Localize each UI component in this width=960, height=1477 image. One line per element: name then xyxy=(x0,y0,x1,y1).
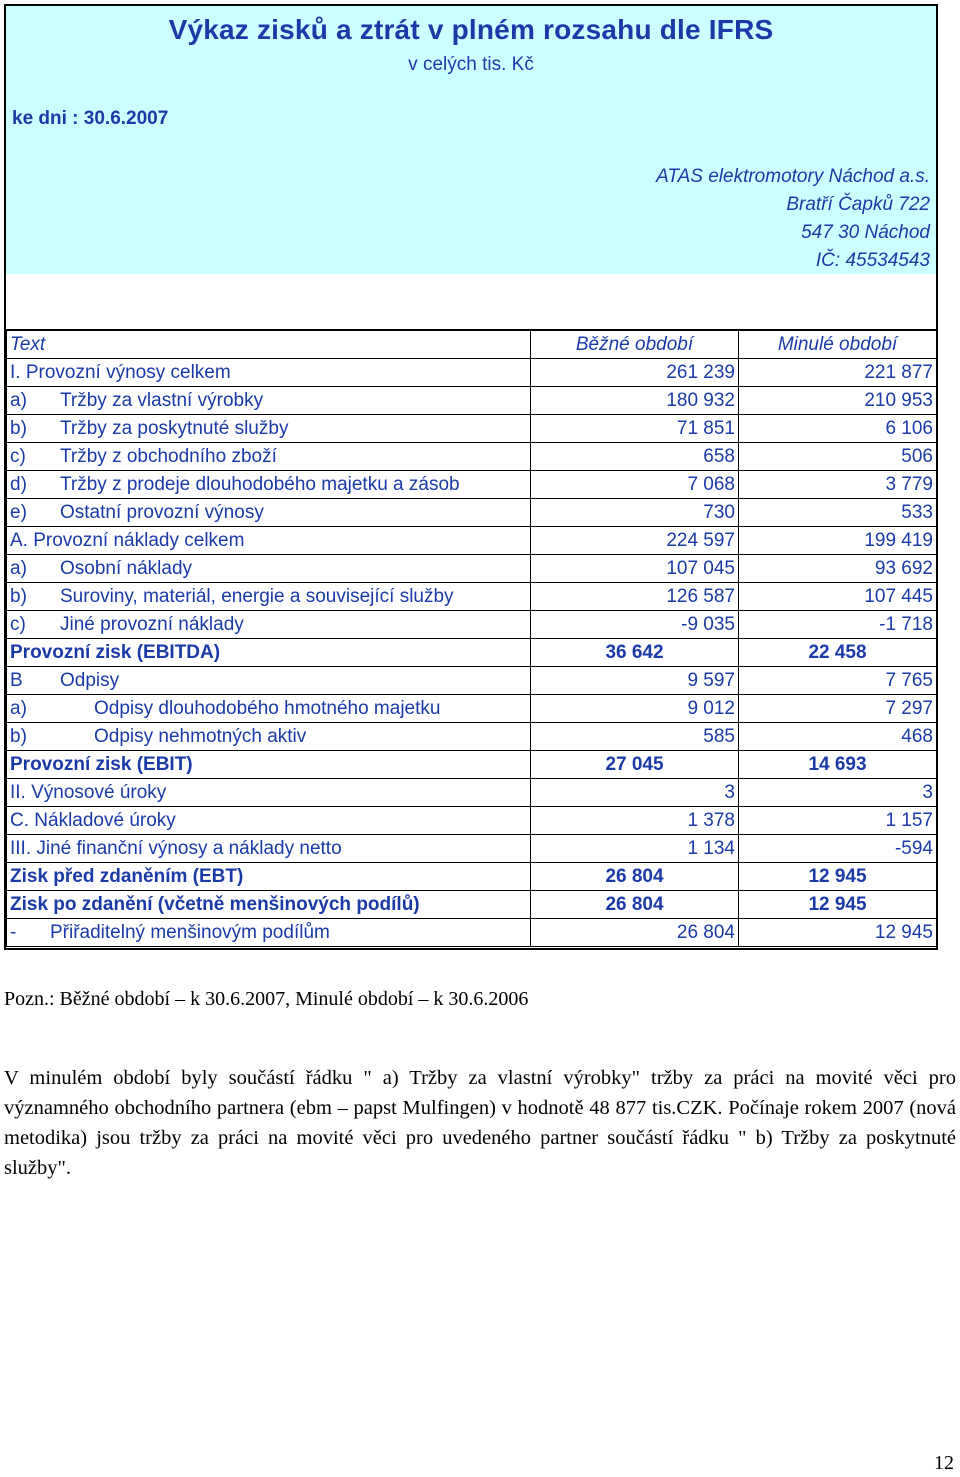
table-header-row xyxy=(7,330,937,359)
table-row xyxy=(7,471,937,499)
row-label: Osobní náklady xyxy=(60,557,193,579)
previous-period-value: -1 718 xyxy=(739,611,937,639)
page-number: 12 xyxy=(934,1452,954,1474)
report-units: v celých tis. Kč xyxy=(408,54,534,75)
current-period-value: 1 378 xyxy=(531,807,739,835)
row-label: Tržby z prodeje dlouhodobého majetku a zásob xyxy=(60,473,460,495)
current-period-value: 585 xyxy=(531,723,739,751)
row-label-cell xyxy=(7,583,531,611)
previous-period-value: 107 445 xyxy=(739,583,937,611)
row-label-cell xyxy=(7,639,531,667)
row-label-cell xyxy=(7,443,531,471)
previous-period-value: 1 157 xyxy=(739,807,937,835)
table-row xyxy=(7,807,937,835)
previous-period-value: 14 693 xyxy=(739,751,937,779)
row-letter: b) xyxy=(10,417,27,439)
current-period-value: -9 035 xyxy=(531,611,739,639)
footnote: Pozn.: Běžné období – k 30.6.2007, Minulé období – k 30.6.2006 xyxy=(4,988,529,1010)
previous-period-value: 93 692 xyxy=(739,555,937,583)
company-street: Bratří Čapků 722 xyxy=(786,194,930,215)
current-period-value: 107 045 xyxy=(531,555,739,583)
row-label-cell xyxy=(7,751,531,779)
row-label-cell xyxy=(7,667,531,695)
table-row xyxy=(7,639,937,667)
row-label-cell xyxy=(7,695,531,723)
row-label-cell xyxy=(7,863,531,891)
row-letter: c) xyxy=(10,613,26,635)
row-label-cell xyxy=(7,359,531,387)
current-period-value: 26 804 xyxy=(531,891,739,919)
current-period-value: 9 012 xyxy=(531,695,739,723)
previous-period-value: 3 xyxy=(739,779,937,807)
current-period-value: 261 239 xyxy=(531,359,739,387)
company-address xyxy=(656,163,930,275)
report-title: Výkaz zisků a ztrát v plném rozsahu dle IFRS xyxy=(168,14,774,45)
report-sheet xyxy=(4,4,938,950)
row-letter: - xyxy=(10,921,17,943)
table-body xyxy=(7,359,937,947)
table-row xyxy=(7,919,937,947)
row-label: II. Výnosové úroky xyxy=(10,781,167,803)
current-period-value: 1 134 xyxy=(531,835,739,863)
table-row xyxy=(7,863,937,891)
current-period-value: 36 642 xyxy=(531,639,739,667)
company-city: 547 30 Náchod xyxy=(801,222,930,243)
previous-period-value: -594 xyxy=(739,835,937,863)
table-row xyxy=(7,527,937,555)
previous-period-value: 533 xyxy=(739,499,937,527)
previous-period-value: 7 297 xyxy=(739,695,937,723)
row-label: Zisk před zdaněním (EBT) xyxy=(10,865,244,887)
row-letter: e) xyxy=(10,501,27,523)
row-letter: a) xyxy=(10,557,27,579)
row-letter: B xyxy=(10,669,23,691)
previous-period-value: 12 945 xyxy=(739,863,937,891)
table-row xyxy=(7,611,937,639)
report-header xyxy=(6,6,936,274)
row-label-cell xyxy=(7,611,531,639)
previous-period-value: 199 419 xyxy=(739,527,937,555)
row-label-cell xyxy=(7,471,531,499)
row-letter: a) xyxy=(10,389,27,411)
row-label: III. Jiné finanční výnosy a náklady netto xyxy=(10,837,342,859)
row-label: C. Nákladové úroky xyxy=(10,809,176,831)
row-label: Přiřaditelný menšinovým podílům xyxy=(50,921,330,943)
row-label-cell xyxy=(7,919,531,947)
table-row xyxy=(7,835,937,863)
row-letter: b) xyxy=(10,725,27,747)
row-label: Zisk po zdanění (včetně menšinových podílů) xyxy=(10,893,420,915)
row-label: Provozní zisk (EBITDA) xyxy=(10,641,221,663)
previous-period-value: 7 765 xyxy=(739,667,937,695)
row-label-cell xyxy=(7,499,531,527)
current-period-value: 730 xyxy=(531,499,739,527)
row-letter: b) xyxy=(10,585,27,607)
previous-period-value: 12 945 xyxy=(739,919,937,947)
previous-period-value: 210 953 xyxy=(739,387,937,415)
current-period-value: 180 932 xyxy=(531,387,739,415)
column-header-text: Text xyxy=(7,330,531,359)
row-label-cell xyxy=(7,527,531,555)
table-row xyxy=(7,415,937,443)
row-label-cell xyxy=(7,555,531,583)
previous-period-value: 221 877 xyxy=(739,359,937,387)
previous-period-value: 468 xyxy=(739,723,937,751)
table-row xyxy=(7,723,937,751)
current-period-value: 224 597 xyxy=(531,527,739,555)
income-statement-table xyxy=(6,329,937,947)
table-row xyxy=(7,583,937,611)
row-letter: d) xyxy=(10,473,27,495)
row-label: Odpisy xyxy=(60,669,120,691)
current-period-value: 7 068 xyxy=(531,471,739,499)
current-period-value: 26 804 xyxy=(531,863,739,891)
row-label-cell xyxy=(7,807,531,835)
row-label: Tržby za poskytnuté služby xyxy=(60,417,289,439)
table-row xyxy=(7,695,937,723)
current-period-value: 3 xyxy=(531,779,739,807)
table-row xyxy=(7,667,937,695)
column-header-current: Běžné období xyxy=(531,330,739,359)
row-label: Provozní zisk (EBIT) xyxy=(10,753,193,775)
report-date: ke dni : 30.6.2007 xyxy=(12,108,169,129)
row-letter: a) xyxy=(10,697,27,719)
current-period-value: 26 804 xyxy=(531,919,739,947)
row-letter: c) xyxy=(10,445,26,467)
company-ic: IČ: 45534543 xyxy=(815,250,930,271)
row-label: A. Provozní náklady celkem xyxy=(10,529,245,551)
current-period-value: 658 xyxy=(531,443,739,471)
table-row xyxy=(7,779,937,807)
row-label: Tržby za vlastní výrobky xyxy=(60,389,264,411)
row-label-cell xyxy=(7,415,531,443)
row-label-cell xyxy=(7,835,531,863)
row-label: Suroviny, materiál, energie a související služby xyxy=(60,585,454,607)
previous-period-value: 3 779 xyxy=(739,471,937,499)
row-label: Odpisy nehmotných aktiv xyxy=(94,725,307,747)
previous-period-value: 6 106 xyxy=(739,415,937,443)
row-label: Odpisy dlouhodobého hmotného majetku xyxy=(94,697,441,719)
previous-period-value: 12 945 xyxy=(739,891,937,919)
current-period-value: 9 597 xyxy=(531,667,739,695)
table-row xyxy=(7,751,937,779)
explanation-paragraph: V minulém období byly součástí řádku " a) Tržby za vlastní výrobky" tržby za práci na movité věci pro významného obchodního partnera (ebm – papst Mulfingen) v hodnotě 48 877 tis.CZK. Počínaje rokem 2007 (nová metodika) jsou tržby za práci na movité věci pro uvedeného partner součástí řádku " b) Tržby za poskytnuté služby". xyxy=(4,1067,956,1179)
row-label-cell xyxy=(7,891,531,919)
row-label-cell xyxy=(7,723,531,751)
row-label: I. Provozní výnosy celkem xyxy=(10,361,231,383)
table-row xyxy=(7,443,937,471)
row-label: Tržby z obchodního zboží xyxy=(60,445,277,467)
current-period-value: 126 587 xyxy=(531,583,739,611)
table-row xyxy=(7,359,937,387)
current-period-value: 27 045 xyxy=(531,751,739,779)
previous-period-value: 22 458 xyxy=(739,639,937,667)
row-label-cell xyxy=(7,779,531,807)
previous-period-value: 506 xyxy=(739,443,937,471)
table-row xyxy=(7,499,937,527)
row-label: Ostatní provozní výnosy xyxy=(60,501,264,523)
table-row xyxy=(7,555,937,583)
table-row xyxy=(7,891,937,919)
row-label-cell xyxy=(7,387,531,415)
column-header-previous: Minulé období xyxy=(739,330,937,359)
table-row xyxy=(7,387,937,415)
row-label: Jiné provozní náklady xyxy=(60,613,244,635)
current-period-value: 71 851 xyxy=(531,415,739,443)
company-name: ATAS elektromotory Náchod a.s. xyxy=(656,166,930,187)
